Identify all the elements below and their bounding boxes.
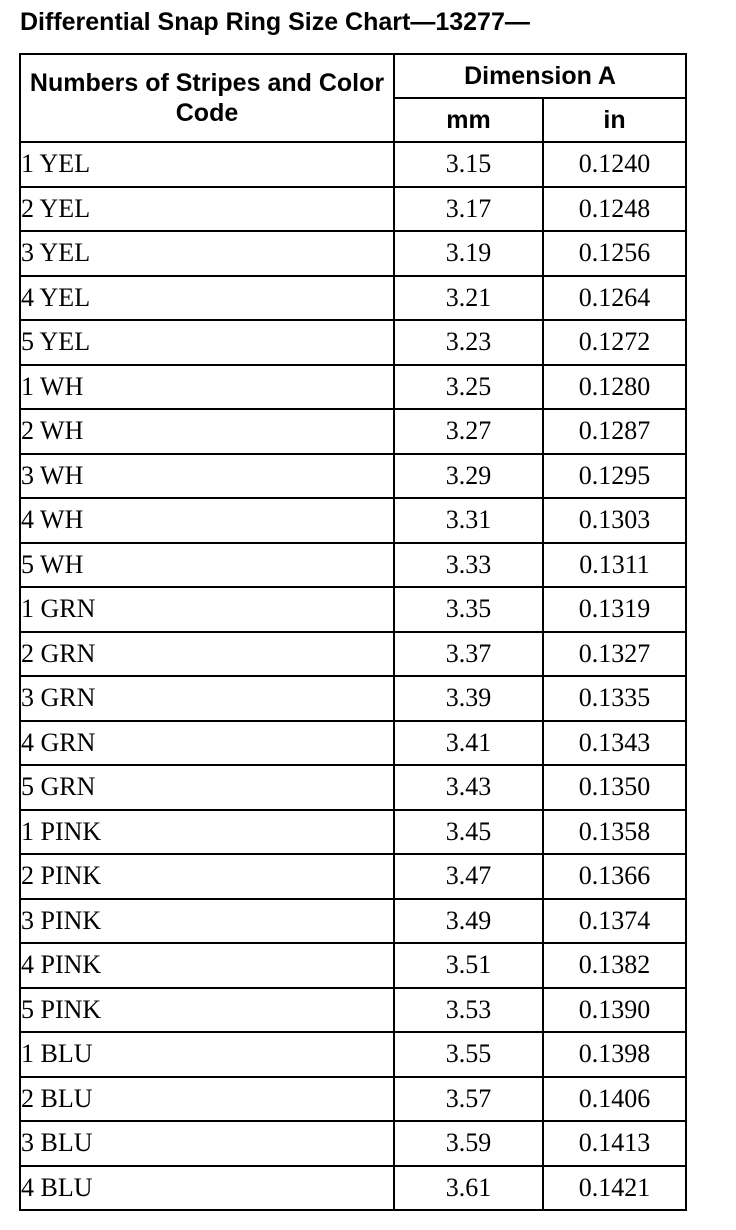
cell-in: 0.1398 [543, 1032, 686, 1077]
cell-mm: 3.19 [394, 231, 543, 276]
cell-color-code: 2 GRN [20, 632, 394, 677]
cell-color-code: 3 YEL [20, 231, 394, 276]
cell-in: 0.1295 [543, 454, 686, 499]
cell-in: 0.1374 [543, 899, 686, 944]
cell-color-code: 1 GRN [20, 587, 394, 632]
table-row [20, 365, 686, 410]
cell-mm: 3.59 [394, 1121, 543, 1166]
cell-color-code: 5 WH [20, 543, 394, 588]
cell-in: 0.1358 [543, 810, 686, 855]
cell-mm: 3.37 [394, 632, 543, 677]
cell-in: 0.1327 [543, 632, 686, 677]
cell-mm: 3.17 [394, 187, 543, 232]
cell-color-code: 1 WH [20, 365, 394, 410]
snap-ring-size-table [19, 53, 687, 1211]
cell-color-code: 4 WH [20, 498, 394, 543]
cell-mm: 3.25 [394, 365, 543, 410]
table-row [20, 988, 686, 1033]
cell-mm: 3.57 [394, 1077, 543, 1122]
cell-mm: 3.29 [394, 454, 543, 499]
table-row [20, 1166, 686, 1211]
table-row [20, 1077, 686, 1122]
cell-mm: 3.35 [394, 587, 543, 632]
cell-color-code: 4 YEL [20, 276, 394, 321]
cell-color-code: 4 GRN [20, 721, 394, 766]
cell-in: 0.1264 [543, 276, 686, 321]
cell-color-code: 2 YEL [20, 187, 394, 232]
table-row [20, 1032, 686, 1077]
cell-color-code: 4 BLU [20, 1166, 394, 1211]
cell-color-code: 5 GRN [20, 765, 394, 810]
cell-mm: 3.47 [394, 854, 543, 899]
table-row [20, 676, 686, 721]
table-row [20, 454, 686, 499]
cell-mm: 3.41 [394, 721, 543, 766]
cell-mm: 3.23 [394, 320, 543, 365]
cell-mm: 3.45 [394, 810, 543, 855]
cell-color-code: 4 PINK [20, 943, 394, 988]
table-row [20, 587, 686, 632]
cell-color-code: 3 PINK [20, 899, 394, 944]
table-row [20, 543, 686, 588]
table-row [20, 765, 686, 810]
cell-color-code: 5 YEL [20, 320, 394, 365]
header-unit-in: in [543, 98, 686, 142]
cell-in: 0.1421 [543, 1166, 686, 1211]
cell-color-code: 3 WH [20, 454, 394, 499]
cell-in: 0.1406 [543, 1077, 686, 1122]
cell-in: 0.1248 [543, 187, 686, 232]
cell-color-code: 1 BLU [20, 1032, 394, 1077]
cell-in: 0.1390 [543, 988, 686, 1033]
cell-mm: 3.53 [394, 988, 543, 1033]
cell-in: 0.1280 [543, 365, 686, 410]
table-row [20, 632, 686, 677]
cell-mm: 3.27 [394, 409, 543, 454]
page-title: Differential Snap Ring Size Chart—13277— [20, 8, 530, 36]
table-row [20, 276, 686, 321]
cell-color-code: 2 WH [20, 409, 394, 454]
table-row [20, 409, 686, 454]
cell-in: 0.1382 [543, 943, 686, 988]
table-row [20, 498, 686, 543]
table-row [20, 943, 686, 988]
table-row [20, 810, 686, 855]
table-row [20, 187, 686, 232]
cell-color-code: 2 BLU [20, 1077, 394, 1122]
cell-color-code: 2 PINK [20, 854, 394, 899]
cell-color-code: 1 PINK [20, 810, 394, 855]
cell-color-code: 3 BLU [20, 1121, 394, 1166]
cell-mm: 3.39 [394, 676, 543, 721]
cell-color-code: 3 GRN [20, 676, 394, 721]
cell-in: 0.1335 [543, 676, 686, 721]
cell-mm: 3.33 [394, 543, 543, 588]
header-stripes-color-code: Numbers of Stripes and Color Code [20, 54, 394, 142]
cell-color-code: 5 PINK [20, 988, 394, 1033]
cell-in: 0.1303 [543, 498, 686, 543]
cell-in: 0.1287 [543, 409, 686, 454]
header-row-group [20, 54, 686, 98]
cell-mm: 3.55 [394, 1032, 543, 1077]
cell-in: 0.1366 [543, 854, 686, 899]
cell-color-code: 1 YEL [20, 142, 394, 187]
header-dimension-a: Dimension A [394, 54, 686, 98]
cell-in: 0.1343 [543, 721, 686, 766]
cell-in: 0.1256 [543, 231, 686, 276]
table-row [20, 899, 686, 944]
cell-mm: 3.43 [394, 765, 543, 810]
cell-mm: 3.51 [394, 943, 543, 988]
cell-in: 0.1272 [543, 320, 686, 365]
cell-mm: 3.49 [394, 899, 543, 944]
table-row [20, 854, 686, 899]
table-body [20, 142, 686, 1210]
cell-mm: 3.31 [394, 498, 543, 543]
cell-mm: 3.15 [394, 142, 543, 187]
cell-mm: 3.21 [394, 276, 543, 321]
cell-in: 0.1311 [543, 543, 686, 588]
table-row [20, 320, 686, 365]
table-row [20, 231, 686, 276]
cell-in: 0.1413 [543, 1121, 686, 1166]
table-row [20, 142, 686, 187]
cell-mm: 3.61 [394, 1166, 543, 1211]
cell-in: 0.1319 [543, 587, 686, 632]
cell-in: 0.1240 [543, 142, 686, 187]
table-row [20, 721, 686, 766]
header-unit-mm: mm [394, 98, 543, 142]
table-row [20, 1121, 686, 1166]
cell-in: 0.1350 [543, 765, 686, 810]
